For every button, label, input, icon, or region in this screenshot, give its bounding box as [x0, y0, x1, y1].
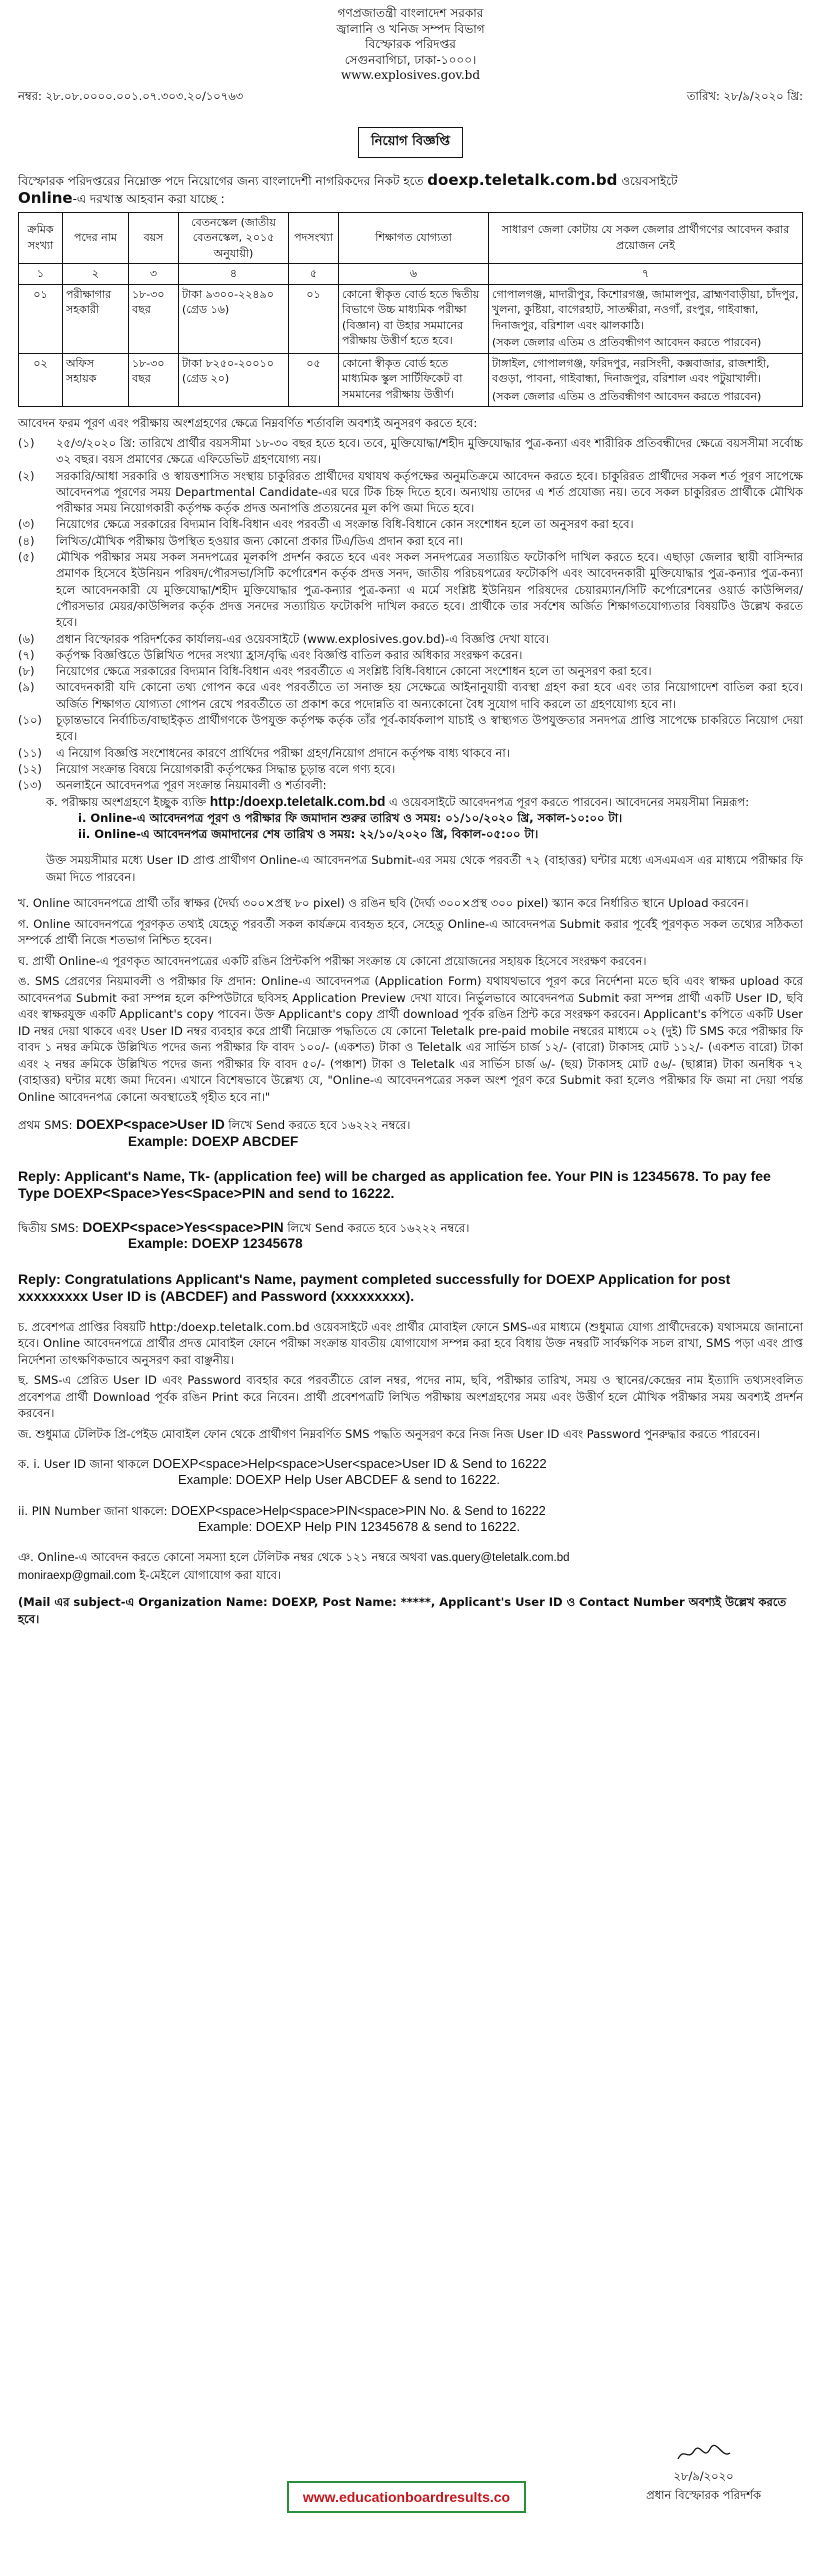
cell-serial: ০১ [19, 284, 63, 353]
recover-pin-example: Example: DOEXP Help PIN 12345678 & send to 16222. [198, 1519, 521, 1534]
conditions-title: আবেদন ফরম পূরণ এবং পরীক্ষায় অংশগ্রহণের ক্ষেত্রে নিম্নবর্ণিত শর্তাবলি অবশ্যই অনুসরণ করতে হবে: [18, 416, 478, 430]
cell-post: পরীক্ষাগার সহকারী [63, 284, 129, 353]
column-header: পদসংখ্যা [289, 212, 339, 264]
column-number: ২ [63, 264, 129, 285]
reply2: Reply: Congratulations Applicant's Name, payment completed successfully for DOEXP Application for post xxxxxxxxx User ID is (ABCDEF) and Password (xxxxxxxxx). [18, 1270, 731, 1304]
memo-number: নম্বর: ২৮.০৮.০০০০.০০১.০৭.৩০৩.২০/১০৭৬৩ [18, 88, 244, 103]
condition-item: (৬) প্রধান বিস্ফোরক পরিদর্শকের কার্যালয়-এর ওয়েবসাইটে (www.explosives.gov.bd)-এ বিজ্ঞপ্তি দেখা যাবে। [18, 631, 549, 646]
intro-online: Online [18, 188, 73, 207]
districts-list: গোপালগঞ্জ, মাদারীপুর, কিশোরগঞ্জ, জামালপুর, ব্রাহ্মণবাড়ীয়া, চাঁদপুর, খুলনা, কুষ্টিয়া, বাগেরহাট, সাতক্ষীরা, নওগাঁ, রংপুর, গাইবান্ধা, দিনাজপুর, বরিশাল এবং ঝালকাঠি। [492, 287, 799, 332]
reference-line [18, 88, 803, 107]
signature-date: ২৮/৯/২০২০ [673, 2469, 734, 2483]
posts-table [18, 212, 803, 408]
districts-list: টাঙ্গাইল, গোপালগঞ্জ, ফরিদপুর, নরসিংদী, কক্সবাজার, রাজশাহী, বগুড়া, পাবনা, গাইবান্ধা, দিনাজপুর, বরিশাল এবং পটুয়াখালী। [492, 356, 770, 385]
cell-serial: ০২ [19, 353, 63, 407]
govt-header [18, 6, 803, 84]
signature-block [646, 2443, 761, 2506]
table-row [19, 284, 803, 353]
table-row [19, 353, 803, 407]
online-timeframe-note: উক্ত সময়সীমার মধ্যে User ID প্রাপ্ত প্রার্থীগণ Online-এ আবেদনপত্র Submit-এর সময় থেকে পরবর্তী ৭২ (বাহাত্তর) ঘন্টার মধ্যে এসএমএস এর মাধ্যমে পরীক্ষার ফি জমা দিতে পারবেন। [46, 853, 803, 884]
sms2-example: Example: DOEXP 12345678 [128, 1236, 303, 1252]
column-number: ১ [19, 264, 63, 285]
condition-item: (২) সরকারি/আধা সরকারি ও স্বায়ত্তশাসিত সংস্থায় চাকুরিরত প্রার্থীদের যথাযথ কর্তৃপক্ষের অনুমতিক্রমে আবেদন করতে হবে। চাকুরিরত প্রার্থীদের সকল শর্ত পূরণ সাপেক্ষে আবেদনপত্র পূরণের সময় Departmental Candidate-এর ঘরে টিক চিহ্ন দিতে হবে। অন্যথায় তাদের এ শর্ত প্রযোজ্য নয়। তবে সকল চাকুরিরত প্রার্থীকে মৌখিক পরীক্ষার সময় নিয়োগকারী কর্তৃপক্ষ কর্তৃক প্রদত্ত অনাপত্তি প্রত্যয়নের মূল কপি জমা দিতে হবে। [18, 468, 803, 516]
cell-scale: টাকা ৮২৫০-২০০১০ (গ্রেড ২০) [179, 353, 289, 407]
condition-item: (৮) নিয়োগের ক্ষেত্রে সরকারের বিদ্যমান বিধি-বিধান এবং পরবর্তীতে এ সংশ্লিষ্ট বিধি-বিধানে কোনো সংশোধন হলে তা অনুসরণ করা হবে। [18, 664, 652, 679]
table-header-row [19, 212, 803, 264]
cell-age: ১৮-৩০ বছর [129, 284, 179, 353]
intro-text: -এ দরখাস্ত আহবান করা যাচ্ছে : [72, 191, 225, 206]
condition-item: (৪) লিখিত/মৌখিক পরীক্ষায় উপস্থিত হওয়ার জন্য কোনো প্রকার টিএ/ডিএ প্রদান করা হবে না। [18, 533, 463, 548]
column-number: ৭ [489, 264, 803, 285]
districts-note: (সকল জেলার এতিম ও প্রতিবন্ধীগণ আবেদন করতে পারবেন) [492, 389, 762, 403]
table-number-row [19, 264, 803, 285]
signature-mark [674, 2443, 734, 2465]
column-number: ৫ [289, 264, 339, 285]
intro-text: বিস্ফোরক পরিদপ্তরের নিম্নোক্ত পদে নিয়োগের জন্য বাংলাদেশী নাগরিকদের নিকট হতে [18, 173, 428, 188]
header-website: www.explosives.gov.bd [340, 68, 481, 82]
sms1-example: Example: DOEXP ABCDEF [128, 1133, 299, 1149]
column-header: বেতনস্কেল (জাতীয় বেতনস্কেল, ২০১৫ অনুযায়ী) [179, 212, 289, 264]
sms2-code: DOEXP<space>Yes<space>PIN [82, 1220, 284, 1236]
item-cha: চ. প্রবেশপত্র প্রাপ্তির বিষয়টি http:/doexp.teletalk.com.bd ওয়েবসাইটে এবং প্রার্থীর মোবাইল ফোনে SMS-এর মাধ্যমে (শুধুমাত্র যোগ্য প্রার্থীদেরকে) যথাসময়ে জানানো হবে। Online আবেদনপত্রে প্রার্থীর প্রদত্ত মোবাইল ফোনে পরীক্ষা সংক্রান্ত যাবতীয় যোগাযোগ সম্পন্ন করা হবে বিধায় উক্ত নম্বরটি সার্বক্ষণিক সচল রাখা, SMS পড়া এবং প্রাপ্ত নির্দেশনা তাৎক্ষণিকভাবে অনুসরণ করা বাঞ্ছনীয়। [18, 1319, 803, 1367]
condition-item: (১০) চূড়ান্তভাবে নির্বাচিত/বাছাইকৃত প্রার্থীগণকে উপযুক্ত কর্তৃপক্ষ কর্তৃক তাঁর পূর্ব-কার্যকলাপ যাচাই ও স্বাস্থ্যগত উপযুক্ততার সনদপত্র প্রাপ্তি সাপেক্ষে চাকরিতে নিয়োগ দেয়া হবে। [18, 713, 803, 744]
sms1-code: DOEXP<space>User ID [76, 1117, 225, 1133]
recover-pin: ii. PIN Number জানা থাকলে: DOEXP<space>Help<space>PIN<space>PIN No. & Send to 16222 Example: DOEXP Help PIN 12345678 & send to 16222. [18, 1503, 803, 1536]
header-line: জ্বালানি ও খনিজ সম্পদ বিভাগ [336, 21, 485, 36]
support-email-alt[interactable]: monirаexp@gmail.com [18, 1569, 136, 1582]
cell-qualification: কোনো স্বীকৃত বোর্ড হতে মাধ্যমিক স্কুল সার্টিফিকেট বা সমমানের পরীক্ষায় উত্তীর্ণ। [339, 353, 489, 407]
recover-user-example: Example: DOEXP Help User ABCDEF & send to 16222. [178, 1472, 501, 1488]
mail-subject-note: (Mail এর subject-এ Organization Name: DOEXP, Post Name: *****, Applicant's User ID ও Contact Number অবশ্যই উল্লেখ করতে হবে। [18, 1595, 787, 1626]
intro-paragraph [18, 172, 803, 208]
item-kha: খ. Online আবেদনপত্রে প্রার্থী তাঁর স্বাক্ষর (দৈর্ঘ্য ৩০০×প্রস্থ ৮০ pixel) ও রঙিন ছবি (দৈর্ঘ্য ৩০০×প্রস্থ ৩০০ pixel) স্ক্যান করে নির্ধারিত স্থানে Upload করবেন। [18, 896, 749, 911]
notice-title: নিয়োগ বিজ্ঞপ্তি [358, 127, 463, 158]
item-jha: ঞ. Online-এ আবেদন করতে কোনো সমস্যা হলে টেলিটক নম্বর থেকে ১২১ নম্বরে অথবা vas.query@teletalk.com.bd monirаexp@gmail.com ই-মেইলে যোগাযোগ করা যাবে। [18, 1550, 570, 1582]
header-line: গণপ্রজাতন্ত্রী বাংলাদেশ সরকার [337, 6, 484, 20]
cell-count: ০৫ [289, 353, 339, 407]
item-ja: জ. শুধুমাত্র টেলিটক প্রি-পেইড মোবাইল ফোন থেকে প্রার্থীগণ নিম্নবর্ণিত SMS পদ্ধতি অনুসরণ করে নিজ নিজ User ID এবং Password পুনরুদ্ধার করতে পারবেন। [18, 1426, 761, 1441]
column-header: বয়স [129, 212, 179, 264]
memo-date: তারিখ: ২৮/৯/২০২০ খ্রি: [686, 88, 803, 103]
condition-item: (৫) মৌখিক পরীক্ষার সময় সকল সনদপত্রের মূলকপি প্রদর্শন করতে হবে এবং সকল সনদপত্রের সত্যায়িত ফটোকপি দাখিল করতে হবে। এছাড়া জেলার স্থায়ী বাসিন্দার প্রমাণক হিসেবে ইউনিয়ন পরিষদ/পৌরসভা/সিটি কর্পোরেশন কর্তৃক প্রদত্ত সনদ, জাতীয় পরিচয়পত্রের ফটোকপি এবং আবেদনকারী মুক্তিযোদ্ধার পুত্র-কন্যার পুত্র-কন্যা হলে আবেদনকারী যে মুক্তিযোদ্ধা/শহীদ মুক্তিযোদ্ধার পুত্র-কন্যার পুত্র-কন্যা এ মর্মে সংশ্লিষ্ট ইউনিয়ন পরিষদের চেয়ারম্যান/সিটি কর্পোরেশনের ওয়ার্ড কাউন্সিলর/পৌরসভার মেয়র/কাউন্সিলর কর্তৃক প্রদত্ত সনদের সত্যায়িত ফটোকপি দাখিল করতে হবে। প্রার্থীকে তার সর্বশেষ অর্জিত শিক্ষাগতযোগ্যতার বিষয়টিও উল্লেখ করতে হবে। [18, 550, 803, 630]
condition-item: (৭) কর্তৃপক্ষ বিজ্ঞপ্তিতে উল্লিখিত পদের সংখ্যা হ্রাস/বৃদ্ধি এবং বিজ্ঞপ্তি বাতিল করার অধিকার সংরক্ষণ করেন। [18, 647, 523, 662]
intro-website: doexp.teletalk.com.bd [427, 170, 618, 189]
online-start-date: i. Online-এ আবেদনপত্র পূরণ ও পরীক্ষার ফি জমাদান শুরুর তারিখ ও সময়: ০১/১০/২০২০ খ্রি, সকাল-১০:০০ টা। [78, 810, 623, 825]
sms2-block: দ্বিতীয় SMS: DOEXP<space>Yes<space>PIN লিখে Send করতে হবে ১৬২২২ নম্বরে। Example: DOEXP 12345678 [18, 1220, 803, 1253]
cell-districts [489, 284, 803, 353]
condition-item: (৩) নিয়োগের ক্ষেত্রে সরকারের বিদ্যমান বিধি-বিধান এবং পরবর্তী এ সংক্রান্ত বিধি-বিধানে কোন সংশোধন হলে তা অনুসরণ করা হবে। [18, 517, 634, 532]
recover-pin-code: DOEXP<space>Help<space>PIN<space>PIN No. & Send to 16222 [171, 1503, 546, 1518]
cell-post: অফিস সহায়ক [63, 353, 129, 407]
item-ga: গ. Online আবেদনপত্রে পূরণকৃত তথ্যই যেহেতু পরবর্তী সকল কার্যক্রমে ব্যবহৃত হবে, সেহেতু Online-এ আবেদনপত্র Submit করার পূর্বেই পূরণকৃত সকল তথ্যের সঠিকতা সম্পর্কে প্রার্থী নিজে শতভাগ নিশ্চিত হবেন। [18, 916, 803, 948]
watermark-badge[interactable]: www.educationboardresults.co [287, 2481, 526, 2513]
column-number: ৩ [129, 264, 179, 285]
online-website: http:/doexp.teletalk.com.bd [209, 793, 386, 809]
item-umo: ঙ. SMS প্রেরণের নিয়মাবলী ও পরীক্ষার ফি প্রদান: Online-এ আবেদনপত্র (Application Form) যথাযথভাবে পূরণ করে নির্দেশনা মতে ছবি এবং স্বাক্ষর upload করে আবেদনপত্র Submit করা সম্পন্ন হলে কম্পিউটারে ছবিসহ Application Preview দেখা যাবে। নির্ভুলভাবে আবেদনপত্র Submit করা সম্পন্ন প্রার্থী একটি User ID, ছবি এবং স্বাক্ষরযুক্ত একটি Applicant's copy পাবেন। উক্ত Applicant's copy প্রার্থী download পূর্বক রঙিন প্রিন্ট করে সংরক্ষণ করবেন। Applicant's কপিতে একটি User ID নম্বর দেয়া থাকবে এবং User ID নম্বর ব্যবহার করে প্রার্থী নিম্নোক্ত পদ্ধতিতে যে কোনো Teletalk pre-paid mobile নম্বরের মাধ্যমে ০২ (দুই) টি SMS করে পরীক্ষার ফি বাবদ ১ নম্বর ক্রমিকে উল্লিখিত পদের জন্য পরীক্ষার ফি বাবদ ১০০/- (একশত) টাকা ও Teletalk এর সার্ভিস চার্জ ১২/- (বারো) টাকাসহ মোট ১১২/- (একশত বারো) টাকা এবং ২ নম্বর ক্রমিকে উল্লিখিত পদের জন্য পরীক্ষার ফি বাবদ ৫০/- (পঞ্চাশ) টাকা ও Teletalk এর সার্ভিস চার্জ ৬/- (ছয়) টাকাসহ মোট ৫৬/- (ছাপ্পান্ন) টাকা অনধিক ৭২ (বাহাত্তর) ঘন্টার মধ্যে জমা দিবেন। এখানে বিশেষভাবে উল্লেখ্য যে, "Online-এ আবেদনপত্রের সকল অংশ পূরণ করে Submit করা হলেও পরীক্ষার ফি জমা না দেয়া পর্যন্ত Online আবেদনপত্র কোনো অবস্থাতেই গৃহীত হবে না।" [18, 974, 803, 1104]
condition-item: (১১) এ নিয়োগ বিজ্ঞপ্তি সংশোধনের কারণে প্রার্থিদের পরীক্ষা গ্রহণ/নিয়োগ প্রদানে কর্তৃপক্ষ বাধ্য থাকবে না। [18, 745, 510, 760]
cell-qualification: কোনো স্বীকৃত বোর্ড হতে দ্বিতীয় বিভাগে উচ্চ মাধ্যমিক পরীক্ষা (বিজ্ঞান) বা উহার সমমানের পরীক্ষায় উত্তীর্ণ হতে হবে। [339, 284, 489, 353]
recover-user-code: DOEXP<space>Help<space>User<space>User ID & Send to 16222 [152, 1456, 547, 1472]
condition-item: (১৩) অনলাইনে আবেদনপত্র পূরণ সংক্রান্ত নিয়মাবলী ও শর্তাবলী: [18, 778, 327, 793]
conditions-list [18, 435, 803, 794]
support-email[interactable]: vas.query@teletalk.com.bd [430, 1552, 570, 1565]
reply1: Reply: Applicant's Name, Tk- (application fee) will be charged as application fee. Your PIN is 12345678. To pay fee Type DOEXP<Space>Yes<Space>PIN and send to 16222. [18, 1168, 771, 1202]
column-header: শিক্ষাগত যোগ্যতা [339, 212, 489, 264]
districts-note: (সকল জেলার এতিম ও প্রতিবন্ধীগণ আবেদন করতে পারবেন) [492, 336, 762, 349]
column-header: সাধারণ জেলা কোটায় যে সকল জেলার প্রার্থীগণের আবেদন করার প্রয়োজন নেই [489, 212, 803, 264]
recover-user-id: ক. i. User ID জানা থাকলে DOEXP<space>Help<space>User<space>User ID & Send to 16222 Example: DOEXP Help User ABCDEF & send to 16222. [18, 1456, 803, 1489]
item-gha: ঘ. প্রার্থী Online-এ পূরণকৃত আবেদনপত্রের একটি রঙিন প্রিন্টকপি পরীক্ষা সংক্রান্ত যে কোনো প্রয়োজনের সহায়ক হিসেবে সংরক্ষণ করবেন। [18, 953, 647, 968]
header-line: সেগুনবাগিচা, ঢাকা-১০০০। [344, 52, 477, 67]
condition-item: (৯) আবেদনকারী যদি কোনো তথ্য গোপন করে এবং পরবর্তীতে তা সনাক্ত হয় সেক্ষেত্রে আইনানুযায়ী ব্যবস্থা গ্রহণ করা হবে এবং তার নিয়োগাদেশ বাতিল করা হবে। অর্জিত শিক্ষাগত যোগ্যতা গোপন রেখে পরবর্তীতে তা প্রকাশ করে পদোন্নতি বা অন্যকোনো বৈধ সুযোগ দাবি করলে তা গ্রহণযোগ্য হবে না। [18, 680, 803, 711]
sms1-block: প্রথম SMS: DOEXP<space>User ID লিখে Send করতে হবে ১৬২২২ নম্বরে। Example: DOEXP ABCDEF [18, 1117, 803, 1150]
cell-count: ০১ [289, 284, 339, 353]
column-header: পদের নাম [63, 212, 129, 264]
online-end-date: ii. Online-এ আবেদনপত্র জমাদানের শেষ তারিখ ও সময়: ২২/১০/২০২০ খ্রি, বিকাল-০৫:০০ টা। [78, 827, 539, 842]
condition-item: (১২) নিয়োগ সংক্রান্ত বিষয়ে নিয়োগকারী কর্তৃপক্ষের সিদ্ধান্ত চূড়ান্ত বলে গণ্য হবে। [18, 761, 396, 776]
cell-age: ১৮-৩০ বছর [129, 353, 179, 407]
cell-scale: টাকা ৯৩০০-২২৪৯০ (গ্রেড ১৬) [179, 284, 289, 353]
condition-item: (১) ২৫/৩/২০২০ খ্রি: তারিখে প্রার্থীর বয়সসীমা ১৮-৩০ বছর হতে হবে। তবে, মুক্তিযোদ্ধা/শহীদ মুক্তিযোদ্ধার পুত্র-কন্যা এবং শারীরিক প্রতিবন্ধীদের ক্ষেত্রে বয়সসীমা সর্বোচ্চ ৩২ বছর। বয়স প্রমাণের ক্ষেত্রে এফিডেভিট গ্রহণযোগ্য নয়। [18, 436, 803, 467]
intro-text: ওয়েবসাইটে [617, 173, 678, 188]
online-ka: ক. পরীক্ষায় অংশগ্রহণে ইচ্ছুক ব্যক্তি http:/doexp.teletalk.com.bd এ ওয়েবসাইটে আবেদনপত্র পূরণ করতে পারবেন। আবেদনের সময়সীমা নিম্নরূপ: [46, 793, 750, 809]
cell-districts [489, 353, 803, 407]
column-number: ৪ [179, 264, 289, 285]
notice-title-wrap [18, 127, 803, 158]
column-header: ক্রমিক সংখ্যা [19, 212, 63, 264]
header-line: বিস্ফোরক পরিদপ্তর [365, 37, 456, 51]
column-number: ৬ [339, 264, 489, 285]
item-chha: ছ. SMS-এ প্রেরিত User ID এবং Password ব্যবহার করে পরবর্তীতে রোল নম্বর, পদের নাম, ছবি, পরীক্ষার তারিখ, সময় ও স্থানের/কেন্দ্রের নাম ইত্যাদি তথ্যসংবলিত প্রবেশপত্র প্রার্থী Download পূর্বক রঙিন Print করে নিবেন। প্রার্থী প্রবেশপত্রটি লিখিত পরীক্ষায় অংশগ্রহণের সময় এবং উত্তীর্ণ হলে মৌখিক পরীক্ষার সময় অবশ্যই প্রদর্শন করবেন। [18, 1373, 803, 1421]
signature-title: প্রধান বিস্ফোরক পরিদর্শক [646, 2488, 761, 2502]
